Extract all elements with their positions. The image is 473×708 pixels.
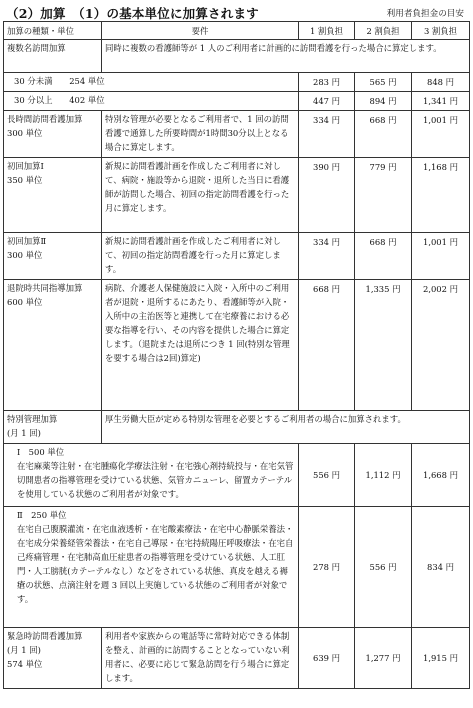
price-1wari: 334 円 [299,111,355,158]
table-row [4,444,470,507]
col-header-requirement: 要件 [102,22,299,40]
price-2wari: 1,277 円 [355,628,412,689]
row-title: 緊急時訪問看護加算 [7,631,83,641]
row-sub-label: 30 分未満 254 単位 [4,73,299,92]
row-sub-description [4,507,299,628]
row-title: 初回加算Ⅰ [7,161,44,171]
table-row [4,158,470,233]
cost-note: 利用者負担金の目安 [386,9,464,19]
table-row [4,507,470,628]
row-name [4,628,102,689]
table-row [4,111,470,158]
row-sub-label: Ⅱ 250 単位 [17,510,67,520]
price-1wari: 447 円 [299,92,355,111]
row-name [4,411,102,444]
row-unit: 600 単位 [7,297,43,307]
row-requirement: 厚生労働大臣が定める特別な管理を必要とするご利用者の場合に加算されます。 [102,411,470,444]
row-requirement: 新規に訪問看護計画を作成したご利用者に対して、病院・施設等から退院・退所した当日に看護師が訪問した場合、初回の指定訪問看護を行った月に算定します。 [102,158,299,233]
table-row [4,628,470,689]
row-sub-text: 在宅麻薬等注射・在宅腫瘍化学療法注射・在宅強心剤持続投与・在宅気管切開患者の指導管理を受けている状態、気管カニューレ、留置カテーテルを使用している状態のご利用者が対象です。 [17,461,294,499]
price-1wari: 283 円 [299,73,355,92]
row-sub-label: 30 分以上 402 単位 [4,92,299,111]
table-row [4,92,470,111]
row-unit: 574 単位 [7,659,43,669]
price-2wari: 668 円 [355,111,412,158]
table-row [4,280,470,411]
price-1wari: 334 円 [299,233,355,280]
table-header-row [4,22,470,40]
row-frequency: (月 1 回) [7,428,41,438]
row-sub-text: 在宅自己腹膜灌流・在宅血液透析・在宅酸素療法・在宅中心静脈栄養法・在宅成分栄養経管栄養法・在宅自己導尿・在宅持続陽圧呼吸療法・在宅自己疼痛管理・在宅肺高血圧症患者の指導管理を受けている状態、人工肛門・人工膀胱(カテーテルなし）などをされている状態、真皮を越える褥瘡の状態、点滴注射を週 3 回以上実施している状態のご利用者が対象です。 [17,524,294,604]
price-1wari: 278 円 [299,507,355,628]
col-header-2wari: 2 割負担 [355,22,412,40]
price-3wari: 1,001 円 [412,233,470,280]
col-header-3wari: 3 割負担 [412,22,470,40]
table-row [4,73,470,92]
header [3,3,470,21]
row-title: 長時間訪問看護加算 [7,114,83,124]
row-requirement: 利用者や家族からの電話等に常時対応できる体制を整え、計画的に訪問することとなっていない利用者に、必要に応じて緊急訪問を行う場合に算定します。 [102,628,299,689]
price-2wari: 565 円 [355,73,412,92]
row-unit: 300 単位 [7,250,43,260]
price-2wari: 779 円 [355,158,412,233]
col-header-1wari: 1 割負担 [299,22,355,40]
row-requirement: 病院、介護老人保健施設に入院・入所中のご利用者が退院・退所するにあたり、看護師等が入院・入所中の主治医等と連携して在宅療養における必要な指導を行い、その内容を提供した場合に算定します。（退院または退所につき 1 回(特別な管理を要する場合は2回)算定) [102,280,299,411]
section-title: （2）加算 （1）の基本単位に加算されます [6,6,259,21]
price-1wari: 639 円 [299,628,355,689]
price-3wari: 1,668 円 [412,444,470,507]
row-requirement: 同時に複数の看護師等が 1 人のご利用者に計画的に訪問看護を行った場合に算定します。 [102,40,470,73]
row-name [4,111,102,158]
row-name [4,280,102,411]
price-3wari: 1,341 円 [412,92,470,111]
row-title: 特別管理加算 [7,414,58,424]
price-3wari: 1,001 円 [412,111,470,158]
price-3wari: 1,915 円 [412,628,470,689]
row-sub-description [4,444,299,507]
price-2wari: 894 円 [355,92,412,111]
price-3wari: 848 円 [412,73,470,92]
price-2wari: 1,335 円 [355,280,412,411]
row-unit: 350 単位 [7,175,43,185]
price-2wari: 1,112 円 [355,444,412,507]
table-row [4,233,470,280]
row-title: 初回加算Ⅱ [7,236,47,246]
price-3wari: 1,168 円 [412,158,470,233]
row-name [4,233,102,280]
row-name [4,158,102,233]
price-1wari: 556 円 [299,444,355,507]
price-2wari: 556 円 [355,507,412,628]
row-requirement: 特別な管理が必要となるご利用者で、1 回の訪問看護で通算した所要時間が1時間30分以上となる場合に算定します。 [102,111,299,158]
col-header-type: 加算の種類・単位 [4,22,102,40]
addition-table [3,21,470,689]
price-1wari: 668 円 [299,280,355,411]
row-name: 複数名訪問加算 [4,40,102,73]
row-title: 退院時共同指導加算 [7,283,83,293]
table-row [4,411,470,444]
row-requirement: 新規に訪問看護計画を作成したご利用者に対して、初回の指定訪問看護を行った月に算定します。 [102,233,299,280]
price-3wari: 2,002 円 [412,280,470,411]
row-frequency: (月 1 回) [7,645,41,655]
price-1wari: 390 円 [299,158,355,233]
row-unit: 300 単位 [7,128,43,138]
table-row [4,40,470,73]
row-sub-label: Ⅰ 500 単位 [17,447,65,457]
price-3wari: 834 円 [412,507,470,628]
price-2wari: 668 円 [355,233,412,280]
